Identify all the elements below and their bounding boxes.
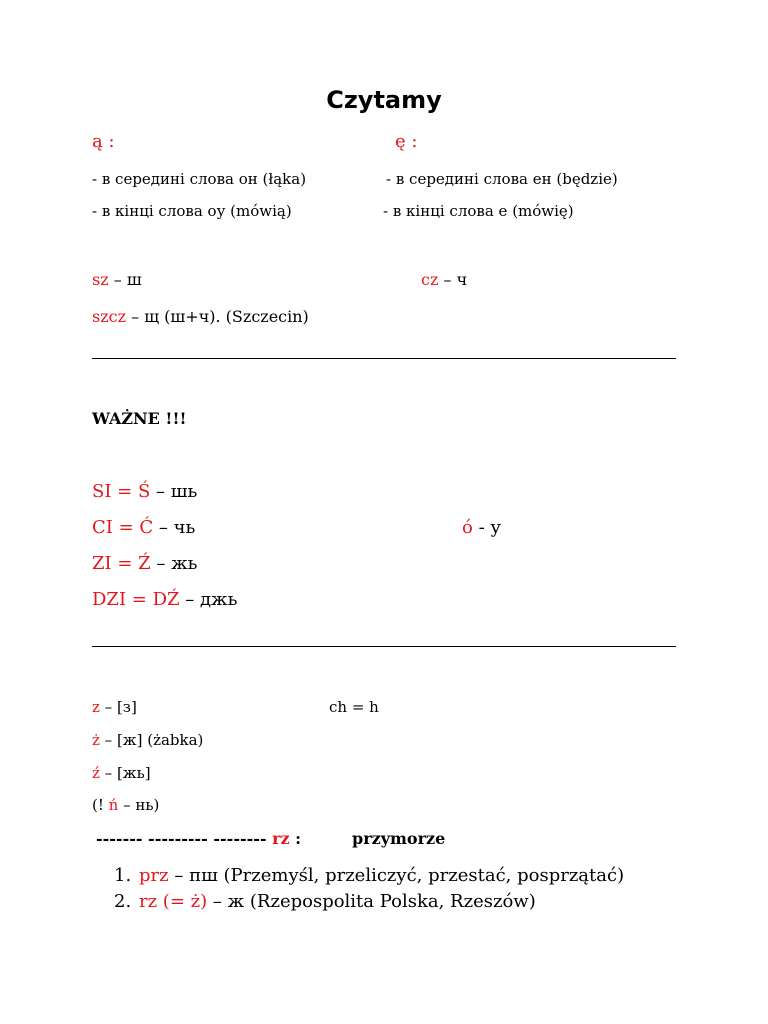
soft-dzi-letters: DZI = DŹ [92,589,180,610]
letter-z-dot-row [92,731,203,749]
letter-z-dot-sound: – [ж] (żabka) [99,731,204,749]
soft-zi-sound: – жь [150,553,198,574]
o-acute-letter: ó [462,517,473,538]
rz-example-word: przymorze [352,829,446,848]
soft-si-letters: SI = Ś [92,481,151,502]
soft-ci-letters: CI = Ć [92,517,154,538]
rz-list-item [114,891,131,912]
page-title: Czytamy [326,86,442,114]
rz-list-item-text [139,891,536,912]
nasal-a-end-rule: - в кінці слова оу (mówią) [92,202,292,220]
soft-dzi-sound: – джь [179,589,238,610]
digraph-cz-sound: – ч [438,270,468,289]
nasal-e-heading: ę : [395,131,418,152]
nasal-a-middle-rule: - в середині слова он (łąka) [92,170,307,188]
letter-n-acute-sound: – нь) [118,796,160,814]
digraph-sz-letters: sz [92,270,109,289]
rz-list-item [114,865,131,886]
letter-n-acute-prefix: (! [92,796,109,814]
o-acute-sound: - у [472,517,501,538]
letter-z-dot: ż [92,731,100,749]
soft-si-row [92,481,197,502]
digraph-sz-sound: – ш [108,270,142,289]
digraph-szcz [92,307,309,326]
rz-colon: : [289,829,302,848]
rz-item-rz-text: – ж (Rzepospolita Polska, Rzeszów) [207,891,536,912]
letter-z-acute: ź [92,764,100,782]
rz-list-number: 1. [114,865,132,886]
rz-item-prz-text: – пш (Przemyśl, przeliczyć, przestać, posprzątać) [168,865,625,886]
rz-item-prz: prz [139,865,169,886]
rz-list-item-text [139,865,624,886]
letter-n-acute-row [92,796,159,814]
soft-zi-row [92,553,197,574]
divider-1 [92,358,676,359]
rz-list-number: 2. [114,891,132,912]
soft-zi-letters: ZI = Ź [92,553,151,574]
nasal-e-end-rule: - в кінці слова е (mówię) [383,202,574,220]
important-heading: WAŻNE !!! [92,409,187,428]
soft-dzi-row [92,589,237,610]
letter-z-acute-row [92,764,151,782]
rz-dashes: ------- --------- -------- [96,829,273,848]
rz-heading [96,829,301,848]
soft-si-sound: – шь [150,481,198,502]
rz-item-rz: rz (= ż) [139,891,208,912]
o-acute-row [462,517,501,538]
divider-2 [92,646,676,647]
letter-z-row [92,698,137,716]
letter-z-acute-sound: – [жь] [99,764,151,782]
digraph-cz [421,270,467,289]
ch-rule: ch = h [329,698,379,716]
letter-z-sound: – [з] [99,698,137,716]
letter-z: z [92,698,100,716]
letter-n-acute: ń [108,796,119,814]
digraph-szcz-letters: szcz [92,307,127,326]
soft-ci-row [92,517,195,538]
digraph-szcz-sound: – щ (ш+ч). (Szczecin) [126,307,309,326]
nasal-a-heading: ą : [92,131,115,152]
soft-ci-sound: – чь [153,517,196,538]
digraph-cz-letters: cz [421,270,439,289]
rz-letters: rz [272,829,290,848]
digraph-sz [92,270,142,289]
nasal-e-middle-rule: - в середині слова ен (będzie) [386,170,618,188]
